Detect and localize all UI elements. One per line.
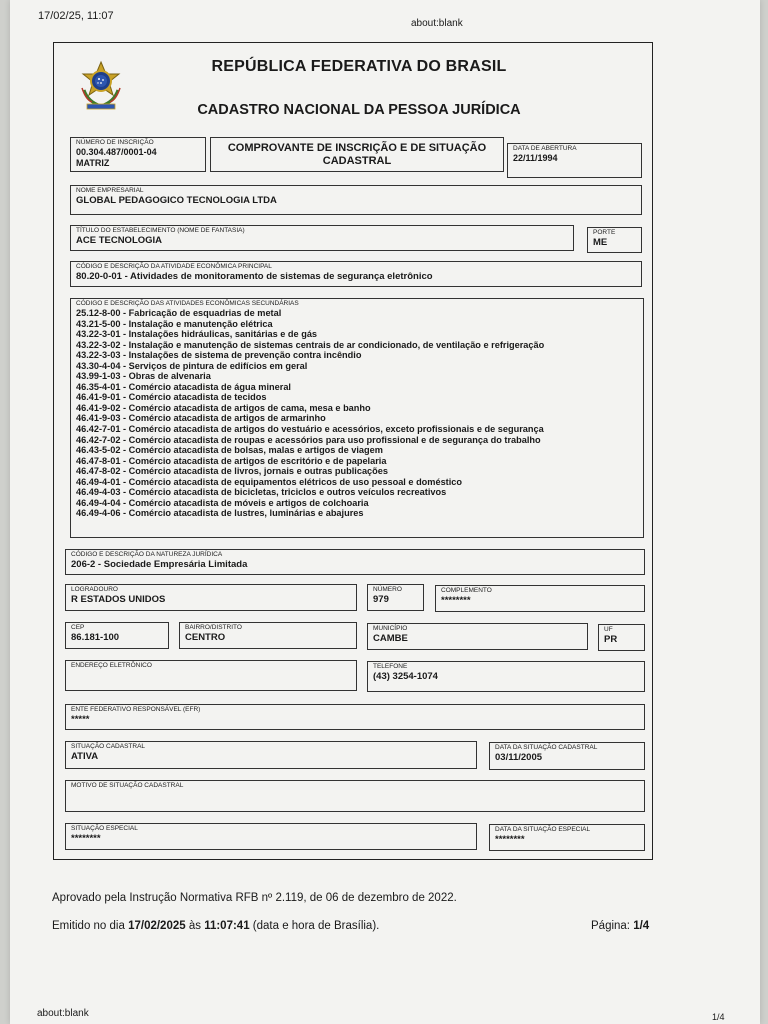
main-activity: 80.20-0-01 - Atividades de monitoramento de sistemas de segurança eletrônico (76, 271, 433, 282)
status-reason-label: MOTIVO DE SITUAÇÃO CADASTRAL (71, 782, 184, 789)
registration-number-box (70, 137, 206, 172)
street-number-box (367, 584, 424, 611)
document-type-line1: COMPROVANTE DE INSCRIÇÃO E DE SITUAÇÃO (227, 142, 487, 154)
email-box (65, 660, 357, 691)
secondary-activities-list (71, 308, 643, 519)
registration-number-label: NÚMERO DE INSCRIÇÃO (76, 139, 154, 146)
city-label: MUNICÍPIO (373, 625, 408, 632)
complement: ******** (441, 595, 471, 606)
registration-type: MATRIZ (76, 158, 110, 168)
status: ATIVA (71, 751, 99, 762)
state-label: UF (604, 626, 613, 633)
efr: ***** (71, 714, 90, 725)
complement-box (435, 585, 645, 612)
company-size-box (587, 227, 642, 253)
district: CENTRO (185, 632, 226, 643)
status-date: 03/11/2005 (495, 752, 543, 763)
opening-date-label: DATA DE ABERTURA (513, 145, 577, 152)
district-box (179, 622, 357, 649)
opening-date: 22/11/1994 (513, 153, 558, 163)
special-status: ******** (71, 833, 101, 844)
print-tab-title: about:blank (411, 18, 463, 29)
secondary-activities-label: CÓDIGO E DESCRIÇÃO DAS ATIVIDADES ECONÔMICAS SECUNDÁRIAS (76, 300, 299, 307)
company-name-label: NOME EMPRESARIAL (76, 187, 144, 194)
city-box (367, 623, 588, 650)
special-status-date: ******** (495, 834, 525, 845)
secondary-activity-item: 46.42-7-01 - Comércio atacadista de artigos do vestuário e acessórios, exceto profissionais e de segurança (76, 424, 544, 435)
legal-nature: 206-2 - Sociedade Empresária Limitada (71, 559, 248, 570)
secondary-activity-item: 46.47-8-01 - Comércio atacadista de artigos de escritório e de papelaria (76, 455, 387, 466)
secondary-activity-item: 46.49-4-06 - Comércio atacadista de lustres, luminárias e abajures (76, 508, 364, 519)
trade-name: ACE TECNOLOGIA (76, 235, 163, 246)
street-number: 979 (373, 594, 389, 605)
legal-nature-label: CÓDIGO E DESCRIÇÃO DA NATUREZA JURÍDICA (71, 551, 223, 558)
phone-label: TELEFONE (373, 663, 408, 670)
print-datetime: 17/02/25, 11:07 (38, 10, 114, 22)
phone: (43) 3254-1074 (373, 671, 438, 682)
secondary-activity-item: 46.43-5-02 - Comércio atacadista de bolsas, malas e artigos de viagem (76, 445, 383, 456)
state-box (598, 624, 645, 651)
secondary-activity-item: 43.22-3-02 - Instalação e manutenção de sistemas centrais de ar condicionado, de ventilação e refrigeração (76, 339, 545, 350)
document-type-box (210, 137, 504, 172)
street-box (65, 584, 357, 611)
status-date-label: DATA DA SITUAÇÃO CADASTRAL (495, 744, 598, 751)
issued-at: às (185, 920, 205, 932)
legal-nature-box (65, 549, 645, 575)
city: CAMBE (373, 633, 408, 644)
zip-box (65, 622, 169, 649)
registration-number: 00.304.487/0001-04 (76, 147, 157, 157)
special-status-label: SITUAÇÃO ESPECIAL (71, 825, 138, 832)
complement-label: COMPLEMENTO (441, 587, 492, 594)
efr-box (65, 704, 645, 730)
special-status-date-box (489, 824, 645, 851)
secondary-activity-item: 46.35-4-01 - Comércio atacadista de água mineral (76, 381, 291, 392)
secondary-activity-item: 46.49-4-03 - Comércio atacadista de bicicletas, triciclos e outros veículos recreativos (76, 487, 447, 498)
special-status-date-label: DATA DA SITUAÇÃO ESPECIAL (495, 826, 591, 833)
secondary-activities-box (70, 298, 644, 538)
print-footer-url: about:blank (37, 1008, 89, 1019)
cnpj-document-frame (53, 42, 653, 860)
secondary-activity-item: 46.42-7-02 - Comércio atacadista de roupas e acessórios para uso profissional e de segurança do trabalho (76, 434, 541, 445)
street-number-label: NÚMERO (373, 586, 402, 593)
secondary-activity-item: 43.21-5-00 - Instalação e manutenção elétrica (76, 318, 273, 329)
email-label: ENDEREÇO ELETRÔNICO (71, 662, 152, 669)
special-status-box (65, 823, 477, 850)
issued-note (52, 920, 379, 932)
secondary-activity-item: 43.99-1-03 - Obras de alvenaria (76, 371, 211, 382)
company-size: ME (593, 237, 608, 248)
document-type-line2: CADASTRAL (322, 155, 392, 167)
document-subtitle: CADASTRO NACIONAL DA PESSOA JURÍDICA (197, 102, 521, 118)
print-footer-page: 1/4 (712, 1012, 725, 1022)
approval-note: Aprovado pela Instrução Normativa RFB nº 2.119, de 06 de dezembro de 2022. (52, 892, 457, 904)
status-box (65, 741, 477, 769)
company-size-label: PORTE (593, 229, 616, 236)
street: R ESTADOS UNIDOS (71, 594, 166, 605)
secondary-activity-item: 46.41-9-03 - Comércio atacadista de artigos de armarinho (76, 413, 326, 424)
secondary-activity-item: 43.22-3-03 - Instalações de sistema de prevenção contra incêndio (76, 350, 362, 361)
issued-date: 17/02/2025 (128, 920, 186, 932)
secondary-activity-item: 43.30-4-04 - Serviços de pintura de edifícios em geral (76, 360, 308, 371)
status-reason-box (65, 780, 645, 812)
secondary-activity-item: 46.49-4-04 - Comércio atacadista de móveis e artigos de colchoaria (76, 497, 369, 508)
status-label: SITUAÇÃO CADASTRAL (71, 743, 146, 750)
secondary-activity-item: 46.41-9-01 - Comércio atacadista de tecidos (76, 392, 267, 403)
issued-suffix: (data e hora de Brasília). (249, 920, 380, 932)
company-name: GLOBAL PEDAGOGICO TECNOLOGIA LTDA (76, 195, 277, 206)
status-date-box (489, 742, 645, 770)
trade-name-box (70, 225, 574, 251)
secondary-activity-item: 46.49-4-01 - Comércio atacadista de equipamentos elétricos de uso pessoal e doméstico (76, 476, 463, 487)
secondary-activity-item: 25.12-8-00 - Fabricação de esquadrias de metal (76, 308, 282, 318)
secondary-activity-item: 43.22-3-01 - Instalações hidráulicas, sanitárias e de gás (76, 329, 318, 340)
page-indicator-value: 1/4 (633, 920, 650, 932)
district-label: BAIRRO/DISTRITO (185, 624, 242, 631)
zip: 86.181-100 (71, 632, 120, 643)
secondary-activity-item: 46.41-9-02 - Comércio atacadista de artigos de cama, mesa e banho (76, 402, 371, 413)
page-indicator-label: Página: (591, 920, 634, 932)
street-label: LOGRADOURO (71, 586, 118, 593)
phone-box (367, 661, 645, 692)
page-indicator (591, 920, 649, 932)
issued-time: 11:07:41 (204, 920, 250, 932)
efr-label: ENTE FEDERATIVO RESPONSÁVEL (EFR) (71, 706, 201, 713)
zip-label: CEP (71, 624, 85, 631)
printed-page (10, 0, 760, 1024)
issued-prefix: Emitido no dia (52, 920, 129, 932)
trade-name-label: TÍTULO DO ESTABELECIMENTO (NOME DE FANTASIA) (76, 227, 245, 234)
company-name-box (70, 185, 642, 215)
document-title: REPÚBLICA FEDERATIVA DO BRASIL (211, 58, 507, 75)
state: PR (604, 634, 618, 645)
main-activity-box (70, 261, 642, 287)
main-activity-label: CÓDIGO E DESCRIÇÃO DA ATIVIDADE ECONÔMICA PRINCIPAL (76, 263, 272, 270)
opening-date-box (507, 143, 642, 178)
secondary-activity-item: 46.47-8-02 - Comércio atacadista de livros, jornais e outras publicações (76, 466, 388, 477)
